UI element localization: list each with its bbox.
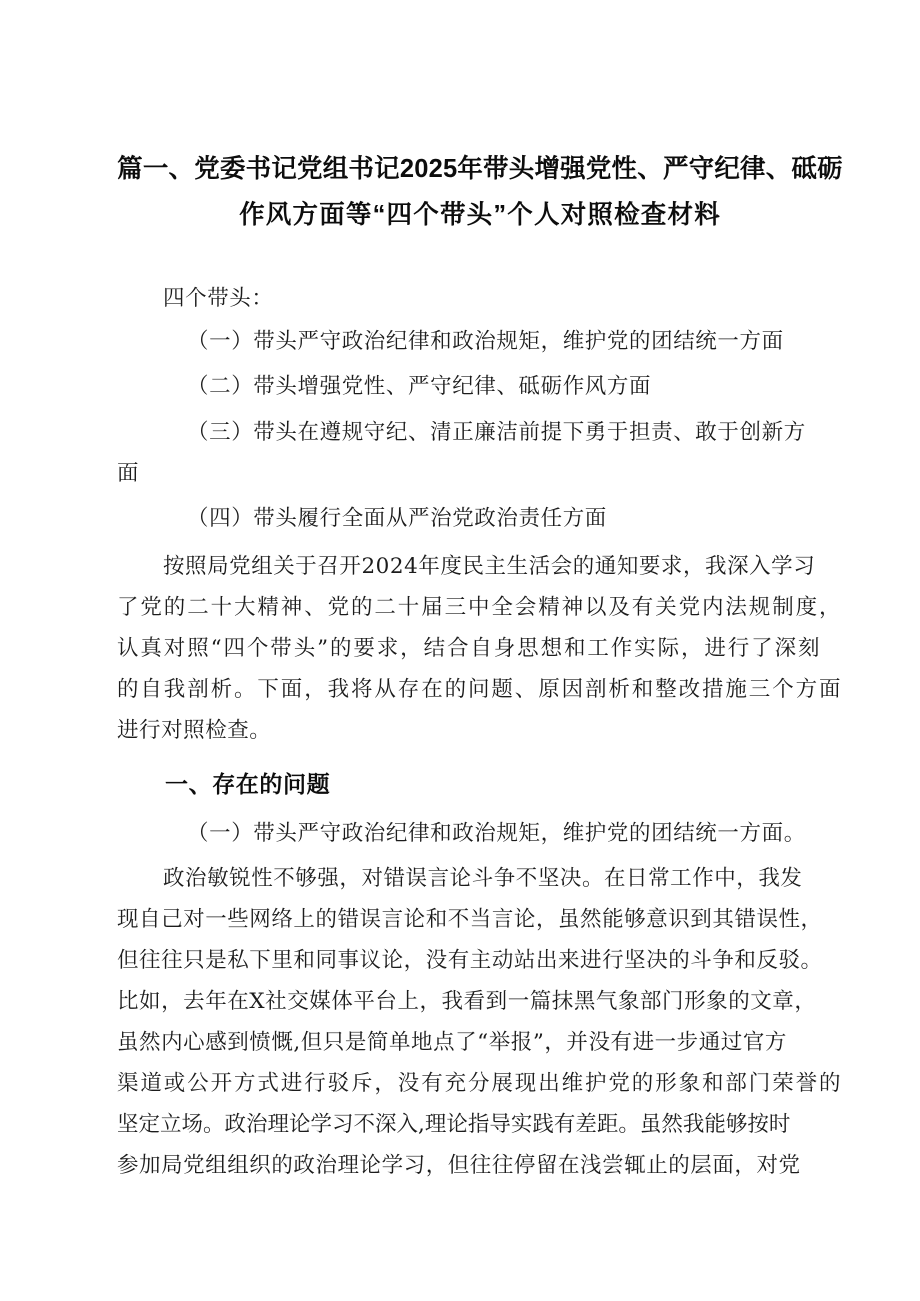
body-paragraph-line-5: 虽然内心感到愤慨,但只是简单地点了“举报”，并没有进一步通过官方	[117, 1030, 787, 1055]
document-title-line-2: 作风方面等“四个带头”个人对照检查材料	[239, 201, 721, 229]
body-paragraph-line-4: 比如，去年在X社交媒体平台上，我看到一篇抹黑气象部门形象的文章，	[117, 989, 817, 1014]
body-paragraph-line-2: 现自己对一些网络上的错误言论和不当言论，虽然能够意识到其错误性，	[117, 907, 823, 932]
body-paragraph-line-7: 坚定立场。政治理论学习不深入,理论指导实践有差距。虽然我能够按时	[117, 1112, 791, 1137]
body-paragraph-line-6: 渠道或公开方式进行驳斥，没有充分展现出维护党的形象和部门荣誉的	[117, 1071, 843, 1096]
list-item-4: （四）带头履行全面从严治党政治责任方面	[187, 506, 607, 531]
intro-paragraph	[117, 546, 845, 751]
list-item-2: （二）带头增强党性、严守纪律、砥砺作风方面	[187, 374, 652, 399]
list-item-3: （三）带头在遵规守纪、清正廉洁前提下勇于担责、敢于创新方	[187, 420, 806, 445]
body-paragraph-line-8: 参加局党组组织的政治理论学习，但往往停留在浅尝辄止的层面，对党	[117, 1153, 801, 1178]
four-leads-label: 四个带头：	[163, 286, 274, 311]
intro-paragraph-line-5: 进行对照检查。	[117, 718, 272, 743]
subsection-heading-1: （一）带头严守政治纪律和政治规矩，维护党的团结统一方面。	[187, 821, 806, 846]
document-title	[110, 146, 850, 238]
section-heading-existing-problems: 一、存在的问题	[165, 771, 331, 797]
list-item-1: （一）带头严守政治纪律和政治规矩，维护党的团结统一方面	[187, 329, 784, 354]
intro-paragraph-line-2: 了党的二十大精神、党的二十届三中全会精神以及有关党内法规制度，	[117, 595, 843, 620]
intro-paragraph-line-1: 按照局党组关于召开2024年度民主生活会的通知要求，我深入学习	[163, 554, 816, 579]
intro-paragraph-line-4: 的自我剖析。下面，我将从存在的问题、原因剖析和整改措施三个方面	[117, 677, 843, 702]
body-paragraph-line-3: 但往往只是私下里和同事议论，没有主动站出来进行坚决的斗争和反驳。	[117, 948, 823, 973]
body-paragraph-line-1: 政治敏锐性不够强，对错误言论斗争不坚决。在日常工作中，我发	[163, 866, 803, 891]
list-item-3-wrap: 面	[117, 461, 140, 486]
intro-paragraph-line-3: 认真对照“四个带头”的要求，结合自身思想和工作实际，进行了深刻	[117, 636, 822, 661]
document-title-line-1: 篇一、党委书记党组书记2025年带头增强党性、严守纪律、砥砺	[117, 155, 843, 183]
body-paragraph	[117, 858, 845, 1186]
